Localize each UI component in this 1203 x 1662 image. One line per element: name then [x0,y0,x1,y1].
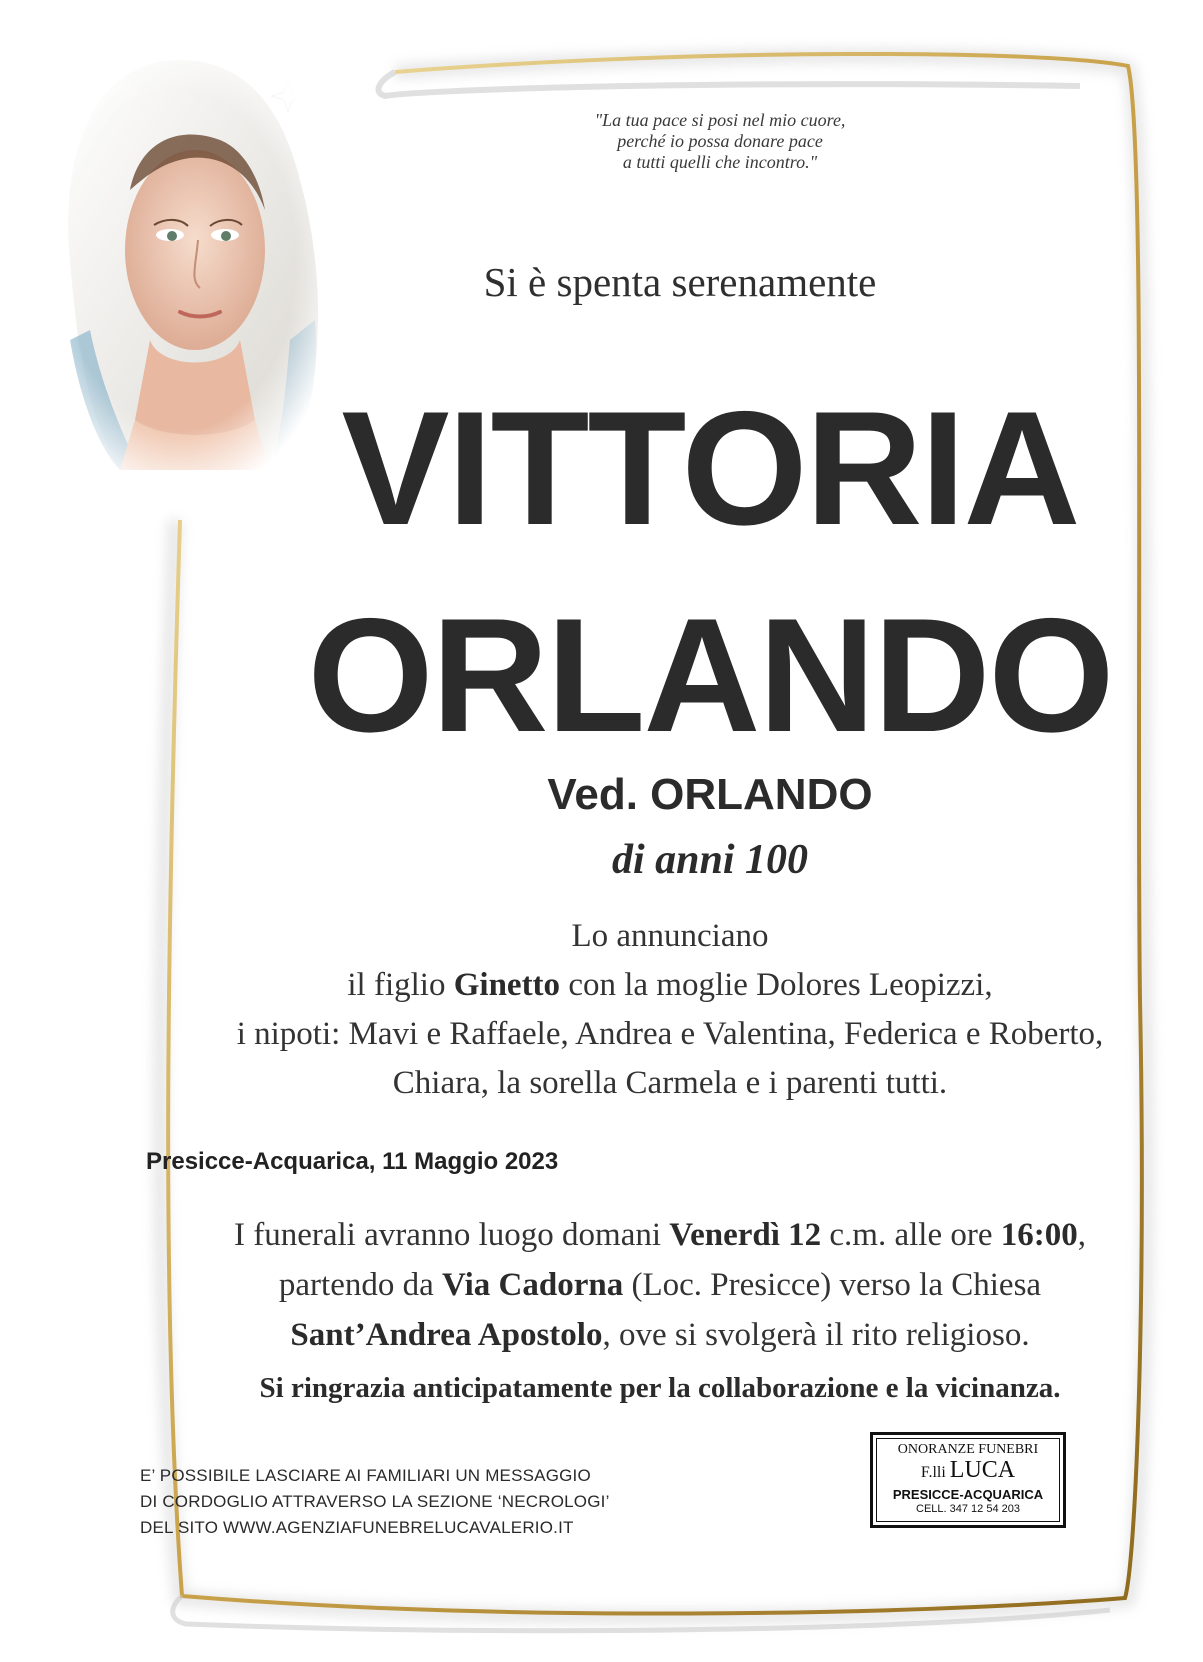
quote [520,110,920,173]
funeral-line [180,1310,1140,1360]
funeral-text: partendo da [278,1267,443,1303]
agency-prefix: F.lli [920,1464,950,1481]
place-date: Presicce-Acquarica, 11 Maggio 2023 [146,1148,559,1175]
funeral-agency-box [870,1432,1066,1528]
quote-line: "La tua pace si posi nel mio cuore, [594,110,846,130]
agency-inner-border [876,1438,1060,1522]
intro-text: Si è spenta serenamente [483,259,877,305]
announcement [200,912,1140,1108]
first-name: VITTORIA [341,378,1079,559]
funeral-text: c.m. alle ore [821,1217,1001,1253]
announce-line: i nipoti: Mavi e Raffaele, Andrea e Valentina, Federica e Roberto, [236,1016,1104,1052]
announce-line: Chiara, la sorella Carmela e i parenti tutti. [392,1065,948,1101]
funeral-text: , [1077,1217,1086,1253]
agency-surname: LUCA [949,1457,1016,1483]
age: di anni 100 [611,837,809,883]
announce-text: con la moglie Dolores Leopizzi, [560,967,993,1003]
son-name: Ginetto [453,967,561,1003]
message-line: DI CORDOGLIO ATTRAVERSO LA SEZIONE ‘NECROLOGI’ [140,1492,610,1511]
funeral-time: 16:00 [1000,1217,1078,1253]
quote-line: perché io possa donare pace [617,131,823,151]
announce-line: Lo annunciano [571,918,769,954]
agency-line1: ONORANZE FUNEBRI [897,1442,1039,1457]
announce-text: il figlio [347,967,454,1003]
message-line: DEL SITO WWW.AGENZIAFUNEBRELUCAVALERIO.IT [140,1518,574,1537]
agency-phone: CELL. 347 12 54 203 [916,1503,1020,1515]
agency-name [877,1458,1059,1485]
funeral-church: Sant’Andrea Apostolo [290,1317,603,1353]
widow-of: Ved. ORLANDO [547,770,873,819]
announce-line [200,961,1140,1010]
quote-line: a tutti quelli che incontro." [622,152,818,172]
condolence-message [140,1463,700,1541]
message-line: E’ POSSIBILE LASCIARE AI FAMILIARI UN MESSAGGIO [140,1466,591,1485]
funeral-line [180,1210,1140,1260]
last-name: ORLANDO [307,585,1113,766]
funeral-day: Venerdì 12 [669,1217,822,1253]
funeral-text: , ove si svolgerà il rito religioso. [602,1317,1030,1353]
funeral-text: I funerali avranno luogo domani [233,1217,670,1253]
funeral-info [180,1210,1140,1360]
funeral-street: Via Cadorna [442,1267,624,1303]
funeral-line [180,1260,1140,1310]
thanks-text: Si ringrazia anticipatamente per la collaborazione e la vicinanza. [259,1372,1061,1404]
funeral-text: (Loc. Presicce) verso la Chiesa [623,1267,1042,1303]
agency-location: PRESICCE-ACQUARICA [892,1487,1044,1502]
